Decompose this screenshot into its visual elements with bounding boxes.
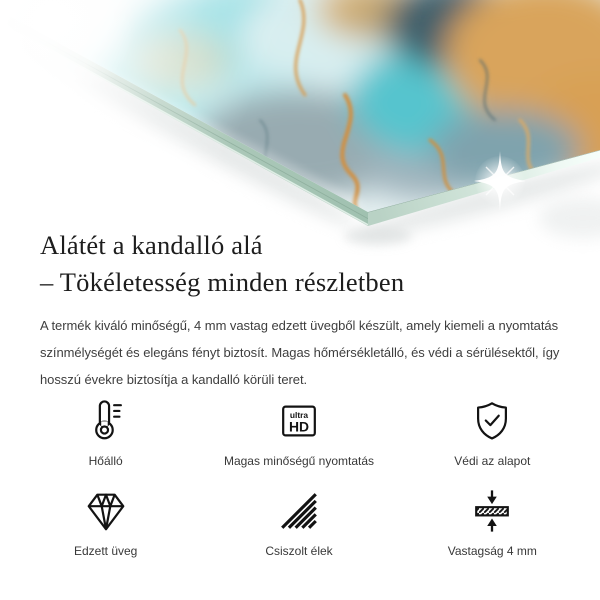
product-image: [0, 0, 600, 260]
hd-text: HD: [288, 418, 310, 435]
feature-label: Védi az alapot: [454, 454, 531, 468]
polished-edges-icon: [276, 487, 322, 535]
shield-check-icon: [469, 397, 515, 445]
feature-item-tempered-glass: [9, 487, 202, 558]
feature-label: Csiszolt élek: [265, 544, 333, 558]
highlight-fade: [0, 0, 310, 260]
feature-label: Magas minőségű nyomtatás: [223, 454, 375, 468]
section-title-line1: Alátét a kandalló alá: [40, 230, 263, 260]
feature-item-protects-base: [396, 397, 589, 468]
feature-item-thickness: [396, 487, 589, 558]
section-title: [40, 227, 404, 301]
feature-item-polished-edges: [202, 487, 395, 558]
feature-label: Vastagság 4 mm: [447, 544, 537, 558]
feature-label: Edzett üveg: [73, 544, 138, 558]
glass-panel-graphic: [0, 0, 600, 260]
section-title-line2: – Tökéletesség minden részletben: [40, 267, 405, 297]
ultra-hd-badge-icon: [276, 397, 322, 445]
section-description: A termék kiváló minőségű, 4 mm vastag edzett üvegből készült, amely kiemeli a nyomtatás színmélységét és elegáns fényt biztosít. Magas hőmérsékletálló, és védi a sérülésektől, így hosszú évekre biztosítja a kandalló körüli teret.: [40, 318, 560, 387]
ultra-text: ultra: [289, 410, 309, 421]
diamond-icon: [83, 487, 129, 535]
feature-item-print-quality: [202, 397, 395, 468]
thermometer-icon: [83, 397, 129, 445]
thickness-arrows-icon: [469, 487, 515, 535]
feature-item-heat-resistant: [9, 397, 202, 468]
feature-label: Hőálló: [88, 454, 123, 468]
feature-grid: [9, 397, 589, 558]
